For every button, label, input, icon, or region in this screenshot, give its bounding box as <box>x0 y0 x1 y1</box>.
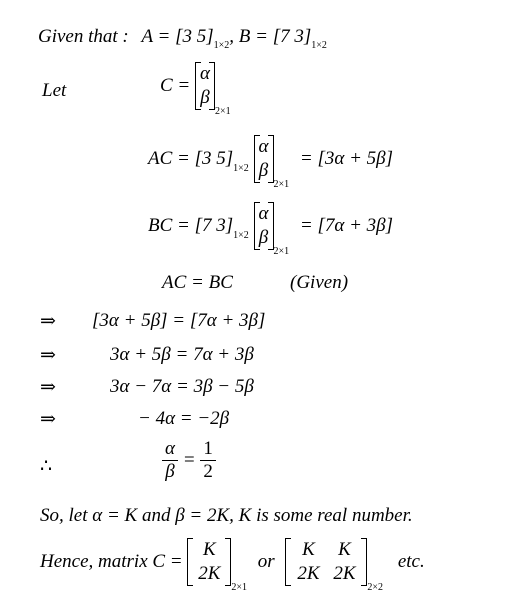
bc-beta: β <box>258 227 269 248</box>
given-matrix-b: , B = [7 3] <box>229 26 312 47</box>
given-a-size: 1×2 <box>213 40 230 51</box>
implies-3-icon: ⇒ <box>40 376 56 398</box>
etc-word: etc. <box>397 551 425 572</box>
half-denominator: 2 <box>203 461 213 482</box>
implies-4-icon: ⇒ <box>40 408 56 430</box>
c-column-matrix <box>195 62 215 110</box>
hence-label: Hence, matrix C = <box>40 551 183 572</box>
c-alpha: α <box>200 63 210 84</box>
c-size: 2×1 <box>214 106 231 118</box>
ac-lhs: AC = [3 5] <box>148 148 234 169</box>
bc-lhs: BC = [7 3] <box>148 215 234 236</box>
given-label: Given that : <box>38 26 129 47</box>
ac-rhs: = [3α + 5β] <box>299 148 394 169</box>
implies-4-eq: − 4α = −2β <box>138 408 230 429</box>
m2-r1c2: K <box>338 539 351 560</box>
implies-1-eq: [3α + 5β] = [7α + 3β] <box>92 310 266 331</box>
implies-3-eq: 3α − 7α = 3β − 5β <box>110 376 254 397</box>
result-matrix-2x2 <box>285 538 367 586</box>
implies-2-eq: 3α + 5β = 7α + 3β <box>110 344 254 365</box>
bc-column-matrix <box>254 202 274 250</box>
bc-alpha: α <box>258 203 269 224</box>
therefore-icon: ∴ <box>40 455 53 477</box>
m2-r2c1: 2K <box>297 563 320 584</box>
ac-size: 2×1 <box>273 179 290 191</box>
given-note: (Given) <box>290 272 349 293</box>
or-word: or <box>257 551 275 572</box>
bc-rhs: = [7α + 3β] <box>299 215 394 236</box>
implies-2-icon: ⇒ <box>40 344 56 366</box>
bc-lhs-size: 1×2 <box>233 230 249 242</box>
half-numerator: 1 <box>200 438 216 461</box>
beta-denominator: β <box>165 461 175 482</box>
alpha-numerator: α <box>162 438 178 461</box>
m2-r2c2: 2K <box>333 563 356 584</box>
m1-r1: K <box>203 539 216 560</box>
implies-1-icon: ⇒ <box>40 310 56 332</box>
alpha-over-beta <box>162 438 178 483</box>
ac-column-matrix <box>254 135 274 183</box>
m2-row-2 <box>290 562 362 586</box>
given-line <box>38 26 327 51</box>
result-matrix-2x1 <box>187 538 231 586</box>
one-half <box>200 438 216 483</box>
bc-size: 2×1 <box>273 246 290 258</box>
ratio-equals: = <box>182 449 196 471</box>
m2-row-1 <box>290 538 362 562</box>
given-matrix-a: A = [3 5] <box>141 26 214 47</box>
so-line: So, let α = K and β = 2K, K is some real number. <box>40 505 413 526</box>
let-c-text: C = <box>160 75 191 96</box>
ac-lhs-size: 1×2 <box>233 163 249 175</box>
ratio-line <box>162 438 216 483</box>
ac-alpha: α <box>258 136 269 157</box>
ac-eq-bc: AC = BC <box>162 272 233 293</box>
given-b-size: 1×2 <box>311 40 327 51</box>
c-beta: β <box>200 87 210 108</box>
m2-r1c1: K <box>302 539 315 560</box>
m2-size: 2×2 <box>367 582 384 594</box>
m1-size: 2×1 <box>231 582 248 594</box>
m1-r2: 2K <box>198 563 221 584</box>
ac-beta: β <box>258 160 269 181</box>
let-label: Let <box>42 80 67 101</box>
